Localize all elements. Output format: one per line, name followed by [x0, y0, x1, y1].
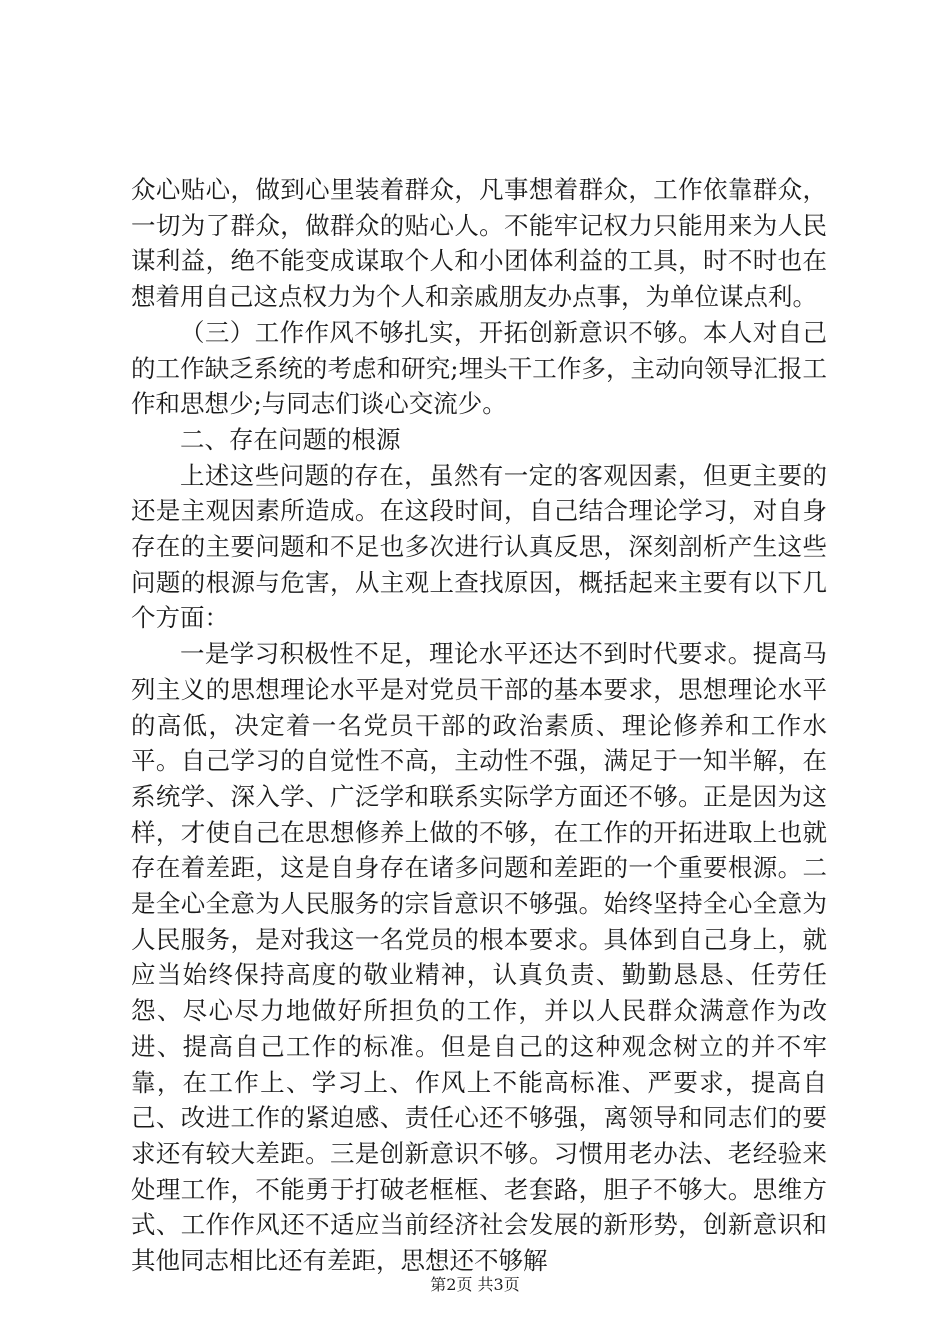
paragraph-work-style: （三）工作作风不够扎实，开拓创新意识不够。本人对自己的工作缺乏系统的考虑和研究;埋头干工作多，主动向领导汇报工作和思想少;与同志们谈心交流少。	[131, 317, 827, 419]
paragraph-continuation: 众心贴心，做到心里装着群众，凡事想着群众，工作依靠群众，一切为了群众，做群众的贴心人。不能牢记权力只能用来为人民谋利益，绝不能变成谋取个人和小团体利益的工具，时不时也在想着用自己这点权力为个人和亲戚朋友办点事，为单位谋点利。	[131, 175, 827, 312]
paragraph-root-causes-details: 一是学习积极性不足，理论水平还达不到时代要求。提高马列主义的思想理论水平是对党员干部的基本要求，思想理论水平的高低，决定着一名党员干部的政治素质、理论修养和工作水平。自己学习的自觉性不高，主动性不强，满足于一知半解，在系统学、深入学、广泛学和联系实际学方面还不够。正是因为这样，才使自己在思想修养上做的不够，在工作的开拓进取上也就存在着差距，这是自身存在诸多问题和差距的一个重要根源。二是全心全意为人民服务的宗旨意识不够强。始终坚持全心全意为人民服务，是对我这一名党员的根本要求。具体到自己身上，就应当始终保持高度的敬业精神，认真负责、勤勤恳恳、任劳任怨、尽心尽力地做好所担负的工作，并以人民群众满意作为改进、提高自己工作的标准。但是自己的这种观念树立的并不牢靠，在工作上、学习上、作风上不能高标准、严要求，提高自己、改进工作的紧迫感、责任心还不够强，离领导和同志们的要求还有较大差距。三是创新意识不够。习惯用老办法、老经验来处理工作，不能勇于打破老框框、老套路，胆子不够大。思维方式、工作作风还不适应当前经济社会发展的新形势，创新意识和其他同志相比还有差距，思想还不够解	[131, 639, 827, 1276]
section-heading-root-causes: 二、存在问题的根源	[180, 424, 401, 454]
paragraph-root-causes-intro: 上述这些问题的存在，虽然有一定的客观因素，但更主要的还是主观因素所造成。在这段时间，自己结合理论学习，对自身存在的主要问题和不足也多次进行认真反思，深刻剖析产生这些问题的根源与危害，从主观上查找原因，概括起来主要有以下几个方面：	[131, 460, 827, 633]
document-body	[131, 172, 827, 1279]
page-footer: 第2页 共3页	[430, 1275, 520, 1294]
